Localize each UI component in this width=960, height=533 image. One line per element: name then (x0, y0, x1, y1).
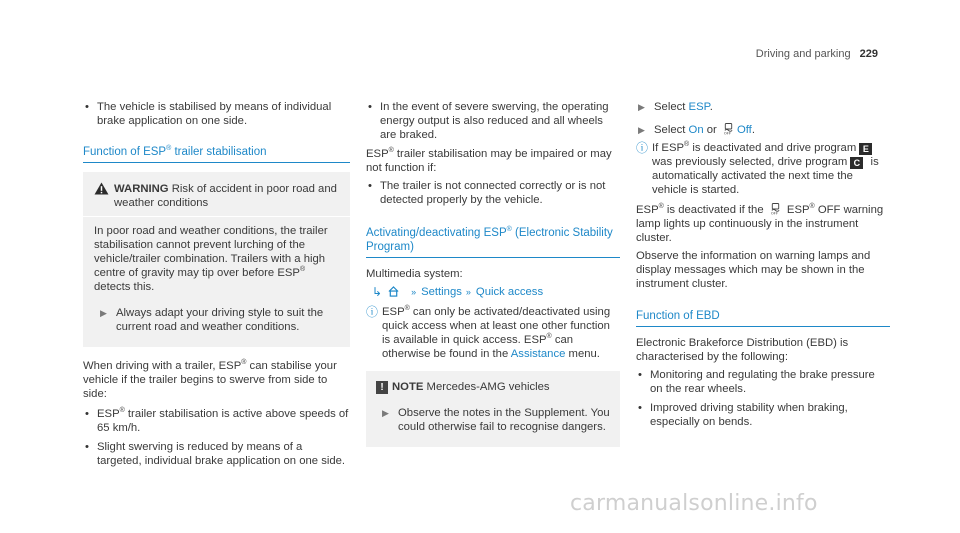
section-title-activating-esp: Activating/deactivating ESP® (Electronic Stability Program) (366, 223, 620, 258)
paragraph-trailer: When driving with a trailer, ESP® can stabilise your vehicle if the trailer begins to swerve from side to side: (83, 359, 337, 400)
list-item: • Slight swerving is reduced by means of a targeted, individual brake application on one side. (83, 440, 350, 468)
esp-link[interactable]: ESP (688, 101, 710, 113)
paragraph-impaired: ESP® trailer stabilisation may be impaired or may not function if: (366, 147, 612, 174)
assistance-link[interactable]: Assistance (510, 347, 566, 360)
warning-step: ▶ Always adapt your driving style to suit the current road and weather conditions. (100, 306, 324, 333)
path-settings[interactable]: Settings (421, 285, 462, 298)
chevron-right-icon: » (465, 286, 471, 297)
step-select-esp: ▶ Select ESP. (638, 101, 713, 113)
warning-lead: Risk of accident in poor road and weather conditions (114, 182, 337, 209)
page-header (756, 47, 878, 61)
list-item: • ESP® trailer stabilisation is active above speeds of 65 km/h. (83, 407, 350, 435)
esp-off-icon (770, 203, 781, 215)
list-item: • Monitoring and regulating the brake pressure on the rear wheels. (636, 368, 890, 396)
svg-text:OFF: OFF (770, 211, 778, 215)
column-1 (83, 100, 350, 473)
on-option[interactable]: On (688, 124, 704, 136)
note-lead: Mercedes-AMG vehicles (423, 380, 550, 393)
multimedia-label: Multimedia system: (366, 267, 463, 280)
warning-label: WARNING (114, 182, 169, 195)
step-arrow-icon: ▶ (638, 125, 645, 135)
paragraph-observe: Observe the information on warning lamps and display messages which may be shown in the instrument cluster. (636, 250, 871, 290)
note-box (366, 371, 620, 447)
esp-off-icon (723, 123, 734, 135)
step-select-on-off: ▶ Select On or OFF Off. (638, 124, 755, 136)
column-3 (636, 100, 890, 434)
paragraph-warning-lamp: ESP® is deactivated if the OFF ESP® OFF warning lamp lights up continuously in the instrument cluster. (636, 203, 884, 244)
list-item: • The vehicle is stabilised by means of individual brake application on one side. (83, 100, 350, 128)
column-2 (366, 100, 620, 447)
header-section-title: Driving and parking (755, 48, 851, 60)
hook-arrow-icon: ↳ (372, 284, 383, 299)
off-option[interactable]: Off (736, 124, 752, 136)
watermark: carmanualsonline.info (570, 491, 818, 516)
divider (83, 216, 350, 217)
note-label: NOTE (392, 380, 424, 393)
drive-program-e-icon: E (859, 143, 872, 155)
info-icon: ⓘ (636, 141, 649, 155)
info-note: ⓘ ESP® can only be activated/deactivated using quick access when at least one other function is available in quick access. ESP® can otherwise be found in the Assistance menu. (366, 304, 611, 360)
step-arrow-icon: ▶ (100, 307, 107, 318)
chevron-right-icon: » (411, 286, 417, 297)
list-item: • In the event of severe swerving, the operating energy output is also reduced and all wheels are braked. (366, 100, 620, 142)
list-item: • Improved driving stability when braking, especially on bends. (636, 401, 890, 429)
section-title-esp-trailer: Function of ESP® trailer stabilisation (83, 142, 350, 163)
info-icon: ⓘ (366, 304, 379, 319)
exclamation-icon: ! (376, 381, 388, 394)
warning-body: In poor road and weather conditions, the trailer stabilisation cannot prevent lurching of the vehicle/trailer combination. Trailers with a high centre of gravity may tip over before ESP® detects this. (94, 224, 328, 293)
info-note: ⓘ If ESP® is deactivated and drive program E was previously selected, drive program C is automatically activated the next time the vehicle is started. (636, 141, 879, 196)
warning-triangle-icon (94, 182, 109, 195)
step-arrow-icon: ▶ (382, 407, 389, 418)
svg-text:OFF: OFF (723, 131, 731, 135)
page-number: 229 (859, 48, 878, 60)
paragraph-ebd: Electronic Brakeforce Distribution (EBD) is characterised by the following: (636, 337, 849, 363)
note-step: ▶ Observe the notes in the Supplement. You could otherwise fail to recognise dangers. (382, 406, 610, 433)
list-item: • The trailer is not connected correctly or is not detected properly by the vehicle. (366, 179, 620, 207)
step-arrow-icon: ▶ (638, 102, 645, 112)
menu-path (372, 285, 620, 299)
drive-program-c-icon: C (850, 157, 863, 169)
warning-box (83, 172, 350, 347)
path-quick-access[interactable]: Quick access (475, 285, 544, 298)
section-title-ebd: Function of EBD (636, 309, 890, 327)
home-icon[interactable] (388, 286, 399, 297)
